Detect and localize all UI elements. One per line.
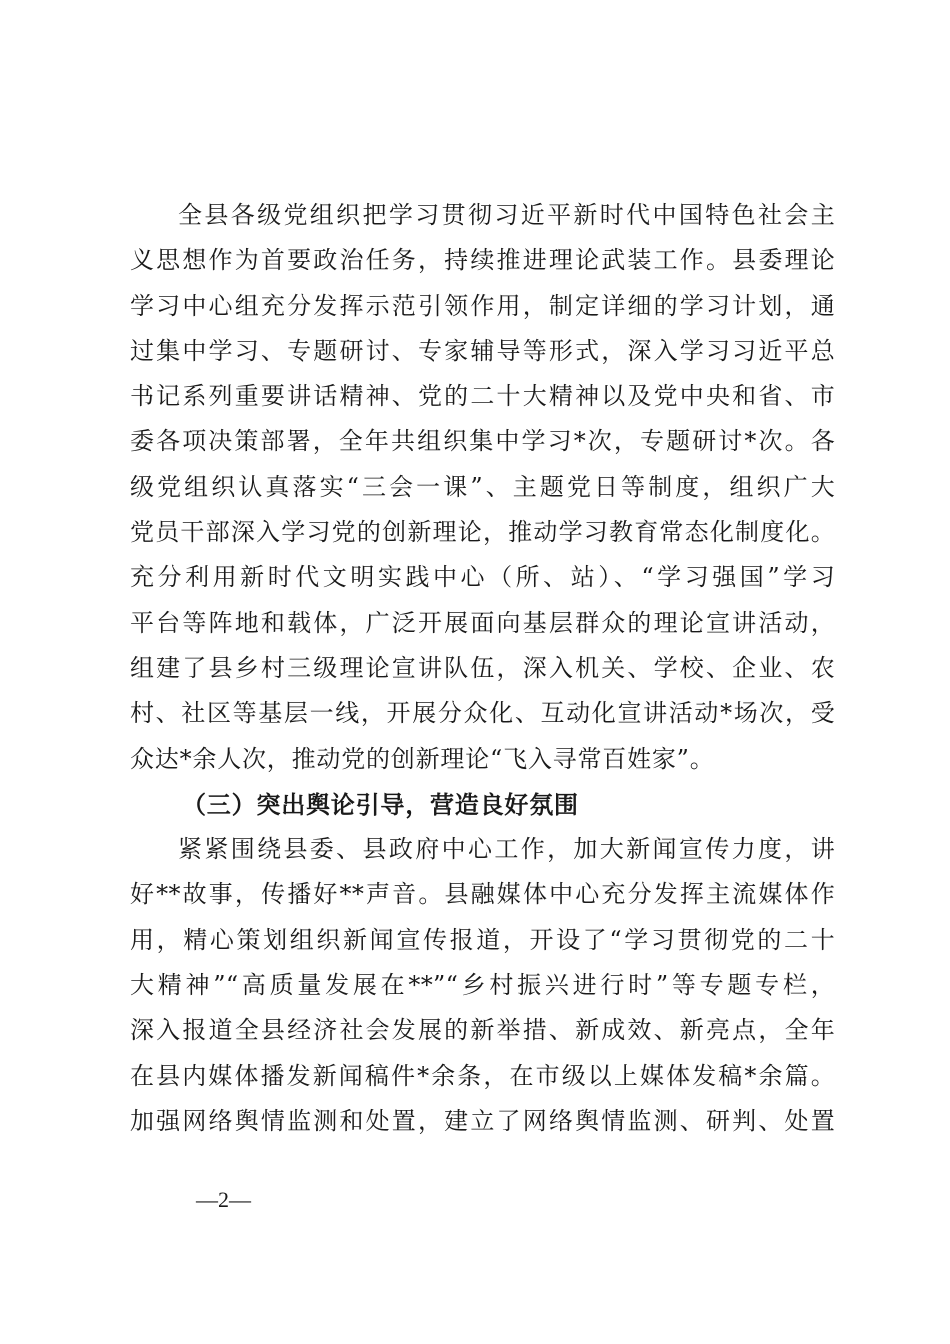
paragraph-1-line: 充分利用新时代文明实践中心（所、站）、“学习强国”学习	[130, 563, 835, 592]
paragraph-2-line: 加强网络舆情监测和处置，建立了网络舆情监测、研判、处置	[130, 1106, 835, 1135]
paragraph-1-line: 义思想作为首要政治任务，持续推进理论武装工作。县委理论	[130, 246, 835, 275]
paragraph-2-line: 好**故事，传播好**声音。县融媒体中心充分发挥主流媒体作	[130, 880, 835, 909]
paragraph-2-line: 在县内媒体播发新闻稿件*余条，在市级以上媒体发稿*余篇。	[130, 1061, 835, 1090]
paragraph-1-line: 书记系列重要讲话精神、党的二十大精神以及党中央和省、市	[130, 382, 835, 411]
paragraph-1-line: 村、社区等基层一线，开展分众化、互动化宣讲活动*场次，受	[130, 699, 835, 728]
paragraph-1-line: 学习中心组充分发挥示范引领作用，制定详细的学习计划，通	[130, 291, 835, 320]
page-number: —2—	[196, 1187, 251, 1212]
paragraph-2-line: 用，精心策划组织新闻宣传报道，开设了“学习贯彻党的二十	[130, 925, 835, 954]
paragraph-1-line: 委各项决策部署，全年共组织集中学习*次，专题研讨*次。各	[130, 427, 835, 456]
paragraph-2-line: 大精神”“高质量发展在**”“乡村振兴进行时”等专题专栏，	[130, 971, 835, 1000]
paragraph-1-line: 全县各级党组织把学习贯彻习近平新时代中国特色社会主	[178, 201, 835, 229]
body-text	[130, 193, 835, 1144]
paragraph-2-line: 深入报道全县经济社会发展的新举措、新成效、新亮点，全年	[130, 1016, 835, 1045]
paragraph-1-line: 组建了县乡村三级理论宣讲队伍，深入机关、学校、企业、农	[130, 653, 835, 682]
paragraph-1-line: 过集中学习、专题研讨、专家辅导等形式，深入学习习近平总	[130, 336, 835, 365]
paragraph-1-line: 众达*余人次，推动党的创新理论“飞入寻常百姓家”。	[130, 744, 715, 773]
paragraph-1-line: 平台等阵地和载体，广泛开展面向基层群众的理论宣讲活动，	[130, 608, 835, 637]
paragraph-1-line: 级党组织认真落实“三会一课”、主题党日等制度，组织广大	[130, 472, 835, 501]
paragraph-1-line: 党员干部深入学习党的创新理论，推动学习教育常态化制度化。	[130, 518, 835, 547]
paragraph-2-line: 紧紧围绕县委、县政府中心工作，加大新闻宣传力度，讲	[178, 835, 835, 864]
section-heading: （三）突出舆论引导，营造良好氛围	[182, 789, 579, 819]
